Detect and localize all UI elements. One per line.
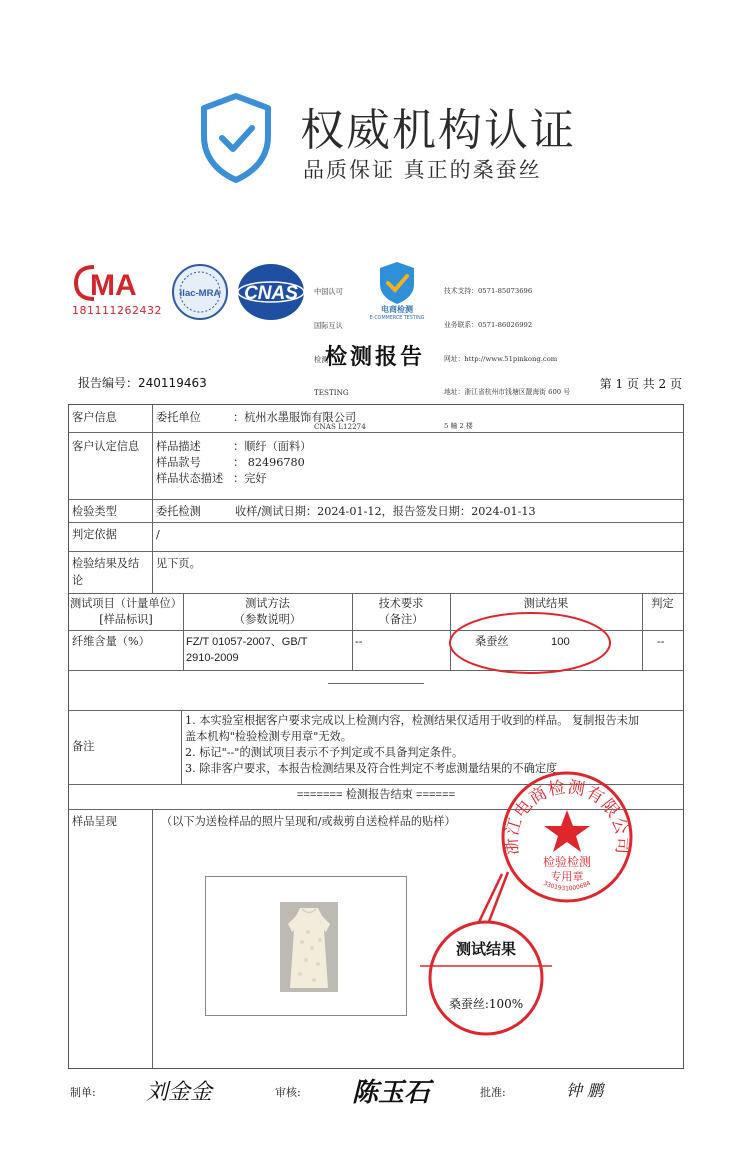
callout-text: 桑蚕丝:100% (448, 997, 524, 1011)
basis-value: / (156, 528, 160, 541)
maker-signature: 刘金金 (146, 1080, 213, 1105)
test-type-value: 委托检测 (156, 505, 201, 518)
table-divider (69, 522, 683, 523)
approve-signature: 钟 鹏 (566, 1081, 604, 1100)
test-type-label: 检验类型 (72, 505, 117, 518)
cnas-info-line: CNAS L12274 (314, 421, 366, 431)
hero-title: 权威机构认证 (300, 105, 576, 156)
note-line: 2. 标记"--"的测试项目表示不予判定或不具备判定条件。 (185, 746, 464, 759)
col-header-method-1: 测试方法 (245, 597, 290, 610)
report-number (78, 374, 207, 391)
contact-line: 业务联系：0571-86026992 (444, 321, 533, 330)
review-signature: 陈玉石 (352, 1078, 431, 1108)
cnas-info-line: 中国认可 (314, 287, 343, 297)
cnas-info-line: 国际互认 (314, 321, 343, 331)
client-confirmed-label: 客户认定信息 (72, 440, 140, 453)
ec-logo-label: 电商检测 (381, 305, 413, 314)
note-line: 1. 本实验室根据客户要求完成以上检测内容，检测结果仅适用于收到的样品。 复制报告未加 (185, 714, 640, 727)
sample-photo (205, 876, 407, 1016)
report-title: 检测报告 (324, 344, 425, 370)
sample-photo-note: （以下为送检样品的照片呈现和/或裁剪自送检样品的贴样） (161, 815, 456, 828)
col-header-method-2: （参数说明） (233, 613, 302, 626)
col-header-req-1: 技术要求 (378, 597, 424, 610)
col-header-req-2: （备注） (378, 613, 424, 626)
table-divider (152, 809, 153, 1068)
row-item: 纤维含量（%） (72, 635, 150, 648)
sample-state-label: 样品状态描述 (156, 472, 224, 485)
cnas-info-line: TESTING (314, 388, 349, 398)
sample-desc-value: ：顺纡（面料） (233, 440, 312, 453)
dates-text: 收样/测试日期：2024-01-12，报告签发日期：2024-01-13 (235, 505, 536, 518)
cma-logo-text: MA (90, 269, 137, 301)
report-number-value: 240119463 (138, 376, 207, 390)
col-header-requirement (352, 596, 450, 628)
note-line: 3. 除非客户要求，本报告检测结果及符合性判定不考虑测量结果的不确定度 (185, 762, 558, 775)
contact-line: 地址：浙江省杭州市钱塘区靓海街 600 号 (444, 388, 571, 397)
col-header-item-2: [样品标识] (99, 613, 153, 626)
callout-title: 测试结果 (455, 940, 517, 958)
client-unit-label: 委托单位 (156, 411, 201, 424)
stamp-number: 3301931000684 (542, 879, 592, 893)
stamp-center-line-1: 检验检测 (542, 855, 592, 869)
row-method-1: FZ/T 01057-2007、GB/T (186, 636, 308, 648)
table-divider (69, 499, 683, 500)
contact-line: 5 幢 2 楼 (444, 421, 473, 430)
ilac-mra-logo (170, 262, 230, 322)
stamp-ring-text: 浙江电商检测有限公司 (501, 777, 633, 856)
cnas-logo-text: CNAS (244, 283, 298, 304)
row-method (186, 634, 307, 666)
contact-line: 网址：http://www.51pinkong.com (444, 354, 558, 363)
result-highlight-ellipse (447, 610, 613, 676)
ilac-logo-text: ilac-MRA (179, 288, 221, 299)
report-number-label: 报告编号： (78, 376, 139, 390)
table-divider (181, 710, 182, 784)
col-header-judge: 判定 (651, 597, 674, 610)
col-header-item (69, 596, 183, 628)
result-callout (416, 858, 558, 1038)
client-info-label: 客户信息 (72, 411, 117, 424)
ecommerce-testing-logo (364, 256, 430, 320)
sample-no-label: 样品款号 (156, 456, 201, 469)
col-header-result: 测试结果 (523, 597, 569, 610)
sample-desc-label: 样品描述 (156, 440, 201, 453)
conclusion-label-2: 论 (72, 574, 84, 587)
table-divider (69, 551, 683, 552)
table-divider (69, 710, 683, 711)
report-end-marker: ======= 检测报告结束 ====== (296, 789, 456, 801)
shield-check-icon (198, 92, 274, 184)
page-info: 第 1 页 共 2 页 (599, 377, 682, 391)
cnas-info-line: 检测 (314, 354, 329, 364)
blank-row-line (328, 683, 424, 684)
notes-label: 备注 (72, 740, 95, 753)
row-result-value: 100 (551, 636, 570, 648)
dress-image (280, 902, 338, 992)
sample-state-value: ：完好 (233, 472, 267, 485)
sample-label: 样品呈现 (72, 815, 117, 828)
conclusion-value: 见下页。 (156, 557, 201, 570)
row-result-name: 桑蚕丝 (475, 635, 509, 648)
basis-label: 判定依据 (72, 528, 117, 541)
row-requirement: -- (355, 635, 363, 648)
table-divider (152, 551, 153, 593)
hero-subtitle: 品质保证 真正的桑蚕丝 (303, 158, 542, 182)
row-judge: -- (657, 635, 665, 648)
sample-no-value: ： 82496780 (233, 456, 305, 469)
cma-number: 181111262432 (72, 304, 162, 317)
approve-label: 批准: (480, 1086, 506, 1099)
maker-label: 制单: (70, 1086, 96, 1099)
col-header-item-1: 测试项目（计量单位） (70, 597, 182, 610)
cnas-logo (236, 262, 306, 322)
table-divider (69, 432, 683, 433)
conclusion-label: 检验结果及结 (72, 557, 140, 570)
table-divider (69, 593, 683, 594)
stamp-center-line-2: 专用章 (550, 870, 584, 883)
table-divider (152, 405, 153, 551)
note-line: 盖本机构"检验检测专用章"无效。 (185, 730, 352, 743)
col-header-method (183, 596, 352, 628)
ec-logo-sub: E-COMMERCE TESTING (369, 316, 425, 320)
review-label: 审核: (275, 1086, 301, 1099)
client-unit-value: ：杭州水墨服饰有限公司 (233, 411, 357, 424)
cma-logo (74, 265, 160, 301)
row-method-2: 2910-2009 (186, 652, 239, 664)
contact-line: 技术支持：0571-85073696 (444, 287, 533, 296)
